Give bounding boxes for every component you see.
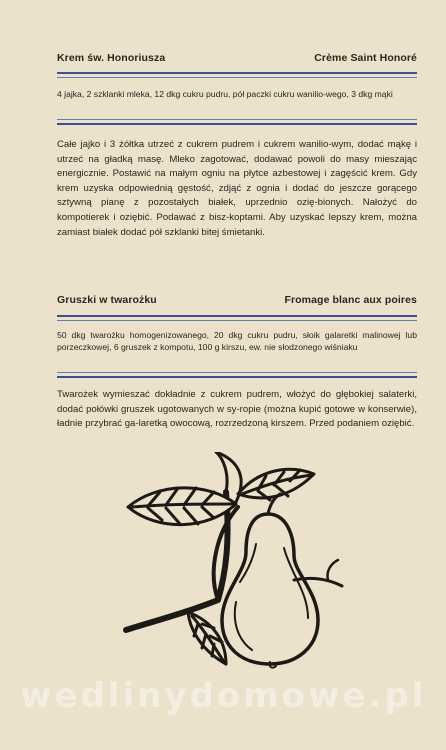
recipe1-method: Całe jajko i 3 żółtka utrzeć z cukrem pudrem i cukrem wanilio-wym, dodać mąkę i utrzeć na gładką masę. Mleko zagotować, dodawać powoli do masy mieszając energicznie. Postawić na małym ogniu na płytce azbestowej i zagęścić krem. Gdy krem uzyska odpowiednią gęstość, zdjąć z ognia i dodać do jeszcze gorącego sztywną pianę z pozostałych białek, uprzednio ozię-bionych. Nałożyć do kompotierek i oziębić. Podawać z bisz-koptami. Aby uzyskać lepszy krem, można zamiast białek dodać pół szklanki bitej śmietanki. <box>57 139 417 238</box>
recipe2-ingredients-rule <box>57 376 417 378</box>
recipe2-title-rule-thin <box>57 320 417 321</box>
recipe1-ingredients-rule-thin <box>57 119 417 120</box>
watermark-text: wedlinydomowe.pl <box>20 676 427 716</box>
recipe1-title-row <box>57 52 417 64</box>
pear-illustration <box>118 452 348 674</box>
recipe2-ingredients-rule-thin <box>57 372 417 373</box>
recipe2-title-pl: Gruszki w twarożku <box>57 294 157 306</box>
recipe1-title-rule <box>57 72 417 74</box>
recipe2-method: Twarożek wymieszać dokładnie z cukrem pudrem, włożyć do głębokiej salaterki, dodać połówki gruszek ugotowanych w sy-ropie (można kupić gotowe w konserwie), ładnie przybrać ga-laretką owocową, rozrzedzoną kirszem. Przed podaniem oziębić. <box>57 389 417 430</box>
recipe1-title-pl: Krem św. Honoriusza <box>57 52 166 64</box>
recipe1-title-rule-thin <box>57 77 417 78</box>
recipe1-ingredients: 4 jajka, 2 szklanki mleka, 12 dkg cukru pudru, pół paczki cukru wanilio-wego, 3 dkg mąki <box>57 89 393 99</box>
recipe1-title-fr: Crème Saint Honoré <box>314 52 417 64</box>
recipe1-ingredients-rule <box>57 123 417 125</box>
recipe2-title-fr: Fromage blanc aux poires <box>284 294 417 306</box>
recipe2-ingredients: 50 dkg twarożku homogenizowanego, 20 dkg cukru pudru, słoik galaretki malinowej lub porzeczkowej, 6 gruszek z kompotu, 100 g kirszu, ew. nie słodzonego wiśniaku <box>57 330 417 352</box>
recipe2-title-row <box>57 294 417 306</box>
recipe2-title-rule <box>57 315 417 317</box>
